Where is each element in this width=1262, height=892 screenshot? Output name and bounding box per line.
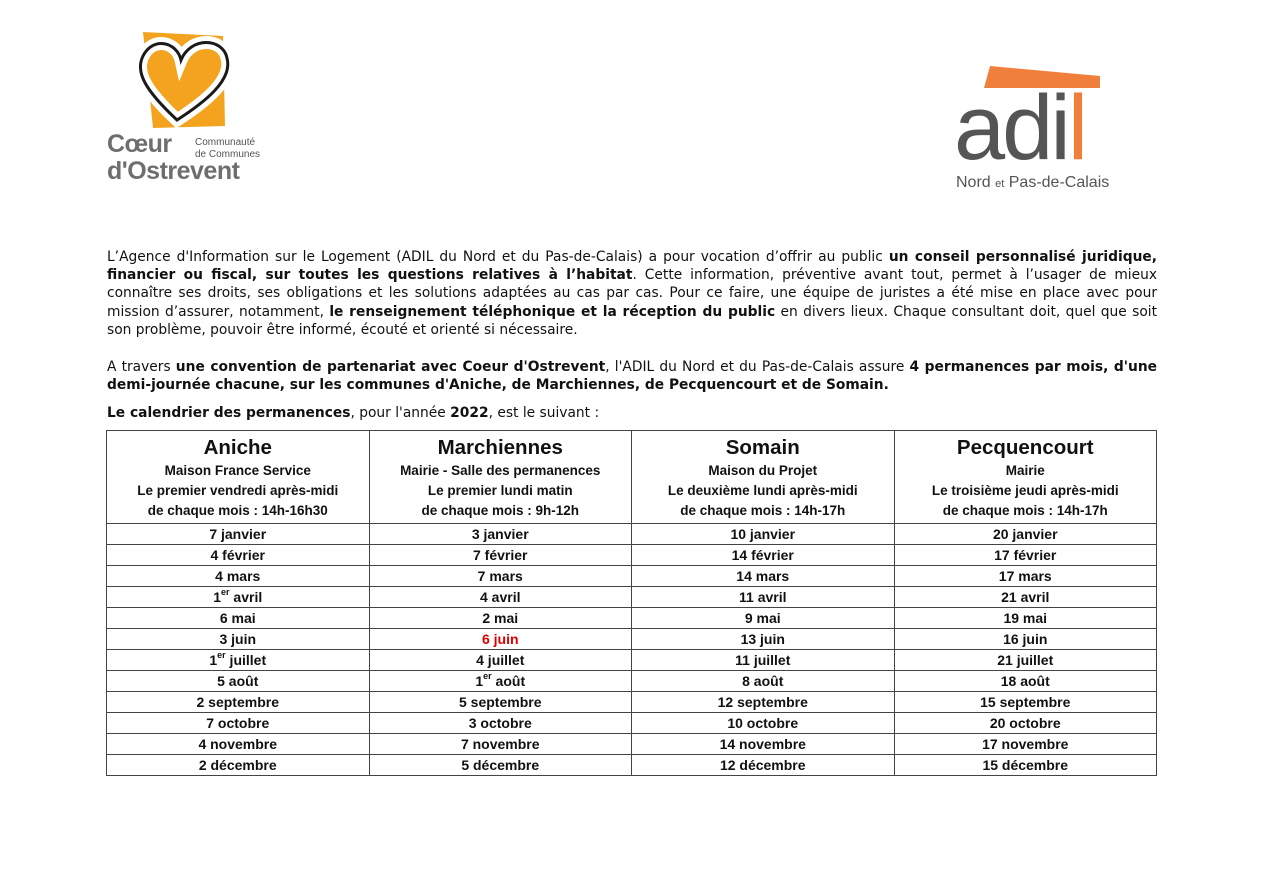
date-cell: 7 octobre [107, 713, 370, 734]
adil-subtitle [956, 174, 1109, 192]
date-cell: 19 mai [894, 608, 1157, 629]
date-cell: 11 avril [632, 587, 895, 608]
city-hours: de chaque mois : 9h-12h [421, 503, 580, 518]
city-hours: de chaque mois : 14h-17h [942, 503, 1108, 518]
date-cell: 9 mai [632, 608, 895, 629]
date-cell: 3 octobre [369, 713, 632, 734]
p3-text-d: , est le suivant : [488, 405, 600, 421]
intro-paragraph-3 [107, 404, 1157, 422]
p1-bold-b: un conseil personnalisé juridique, financier ou fiscal, sur toutes les questions relatives à l’habitat [107, 249, 1158, 284]
table-row [107, 692, 1157, 713]
table-row [107, 671, 1157, 692]
intro-paragraph-1 [107, 248, 1157, 339]
city-hours: de chaque mois : 14h-16h30 [147, 503, 328, 518]
calendar-body [107, 524, 1157, 776]
date-cell: 4 juillet [369, 650, 632, 671]
date-cell: 20 janvier [894, 524, 1157, 545]
city-place: Maison France Service [164, 463, 311, 478]
city-name: Somain [725, 436, 800, 459]
date-cell: 11 juillet [632, 650, 895, 671]
date-cell: 6 mai [107, 608, 370, 629]
date-cell: 7 février [369, 545, 632, 566]
city-rule: Le deuxième lundi après-midi [667, 483, 858, 498]
table-row [107, 566, 1157, 587]
date-cell: 17 mars [894, 566, 1157, 587]
date-cell: 16 juin [894, 629, 1157, 650]
p3-bold-a: Le calendrier des permanences [107, 405, 351, 421]
p3-text-b: , pour l'année [350, 405, 451, 421]
city-rule: Le troisième jeudi après-midi [931, 483, 1119, 498]
date-cell: 15 décembre [894, 755, 1157, 776]
date-cell: 15 septembre [894, 692, 1157, 713]
p2-text-a: A travers [107, 359, 176, 375]
date-cell: 5 août [107, 671, 370, 692]
table-row [107, 524, 1157, 545]
p1-text-c: . Cette information, préventive avant tout, permet à l’usager de mieux connaître ses droits, ses obligations et les solutions adaptées au cas par cas. Pour ce faire, une équipe de juristes a été mise en place avec pour mission d’assurer, notamment, [107, 267, 1158, 320]
date-cell: 17 février [894, 545, 1157, 566]
date-cell: 14 mars [632, 566, 895, 587]
date-cell: 12 décembre [632, 755, 895, 776]
table-row [107, 713, 1157, 734]
date-cell: 4 avril [369, 587, 632, 608]
date-cell: 1er avril [107, 587, 370, 608]
date-cell: 17 novembre [894, 734, 1157, 755]
date-cell: 5 septembre [369, 692, 632, 713]
city-name: Marchiennes [437, 436, 563, 459]
date-cell: 3 juin [107, 629, 370, 650]
city-place: Mairie - Salle des permanences [400, 463, 601, 478]
date-cell: 10 janvier [632, 524, 895, 545]
header-aniche [107, 431, 370, 524]
adil-wordmark [954, 77, 1086, 179]
date-cell: 7 mars [369, 566, 632, 587]
date-cell: 6 juin [369, 629, 632, 650]
calendar-header-row [107, 431, 1157, 524]
header-pecquencourt [894, 431, 1157, 524]
date-cell: 8 août [632, 671, 895, 692]
adil-sub-et: et [995, 178, 1005, 190]
table-row [107, 587, 1157, 608]
date-cell: 12 septembre [632, 692, 895, 713]
date-cell: 4 novembre [107, 734, 370, 755]
logo-name-line2: d'Ostrevent [107, 157, 240, 185]
p1-text-a: L’Agence d'Information sur le Logement (ADIL du Nord et du Pas-de-Calais) a pour vocation d’offrir au public [107, 249, 889, 265]
p2-bold-d: 4 permanences par mois, d'une demi-journée chacune, sur les communes d'Aniche, de Marchiennes, de Pecquencourt et de Somain. [107, 359, 1157, 394]
p1-text-e: en divers lieux. Chaque consultant doit, quel que soit son problème, pouvoir être informé, écouté et orienté si nécessaire. [107, 303, 1158, 338]
logo-tagline-1: Communauté [195, 137, 256, 148]
date-cell: 2 septembre [107, 692, 370, 713]
heart-logo-icon [105, 30, 275, 130]
date-cell: 2 décembre [107, 755, 370, 776]
date-cell: 4 mars [107, 566, 370, 587]
p2-bold-b: une convention de partenariat avec Coeur d'Ostrevent [175, 359, 606, 375]
city-place: Mairie [1005, 463, 1045, 478]
intro-paragraph-2 [107, 358, 1157, 394]
header-somain [632, 431, 895, 524]
logo-name-line1: Cœur [107, 130, 172, 158]
p1-bold-d: le renseignement téléphonique et la réception du public [329, 303, 776, 320]
date-cell: 3 janvier [369, 524, 632, 545]
city-rule: Le premier lundi matin [427, 483, 573, 498]
adil-logo [950, 62, 1140, 197]
city-hours: de chaque mois : 14h-17h [680, 503, 846, 518]
date-cell: 21 juillet [894, 650, 1157, 671]
city-place: Maison du Projet [708, 463, 818, 478]
table-row [107, 755, 1157, 776]
table-row [107, 608, 1157, 629]
adil-sub-nord: Nord [956, 174, 996, 191]
table-row [107, 650, 1157, 671]
date-cell: 14 novembre [632, 734, 895, 755]
city-rule: Le premier vendredi après-midi [137, 483, 339, 498]
p3-year: 2022 [450, 405, 489, 421]
date-cell: 13 juin [632, 629, 895, 650]
date-cell: 2 mai [369, 608, 632, 629]
calendar-table [106, 430, 1157, 776]
p2-text-c: , l'ADIL du Nord et du Pas-de-Calais assure [605, 359, 910, 375]
table-row [107, 734, 1157, 755]
date-cell: 7 janvier [107, 524, 370, 545]
table-row [107, 629, 1157, 650]
date-cell: 14 février [632, 545, 895, 566]
city-name: Pecquencourt [956, 436, 1094, 459]
date-cell: 1er août [369, 671, 632, 692]
table-row [107, 545, 1157, 566]
city-name: Aniche [203, 436, 272, 459]
coeur-ostrevent-logo [105, 30, 275, 200]
date-cell: 4 février [107, 545, 370, 566]
adil-letters: adi [954, 77, 1068, 179]
date-cell: 18 août [894, 671, 1157, 692]
date-cell: 10 octobre [632, 713, 895, 734]
adil-sub-region: Pas-de-Calais [1004, 174, 1110, 191]
date-cell: 21 avril [894, 587, 1157, 608]
date-cell: 20 octobre [894, 713, 1157, 734]
date-cell: 1er juillet [107, 650, 370, 671]
date-cell: 5 décembre [369, 755, 632, 776]
adil-letter-l: l [1067, 77, 1086, 179]
header-marchiennes [369, 431, 632, 524]
logo-tagline-2: de Communes [195, 149, 261, 160]
date-cell: 7 novembre [369, 734, 632, 755]
